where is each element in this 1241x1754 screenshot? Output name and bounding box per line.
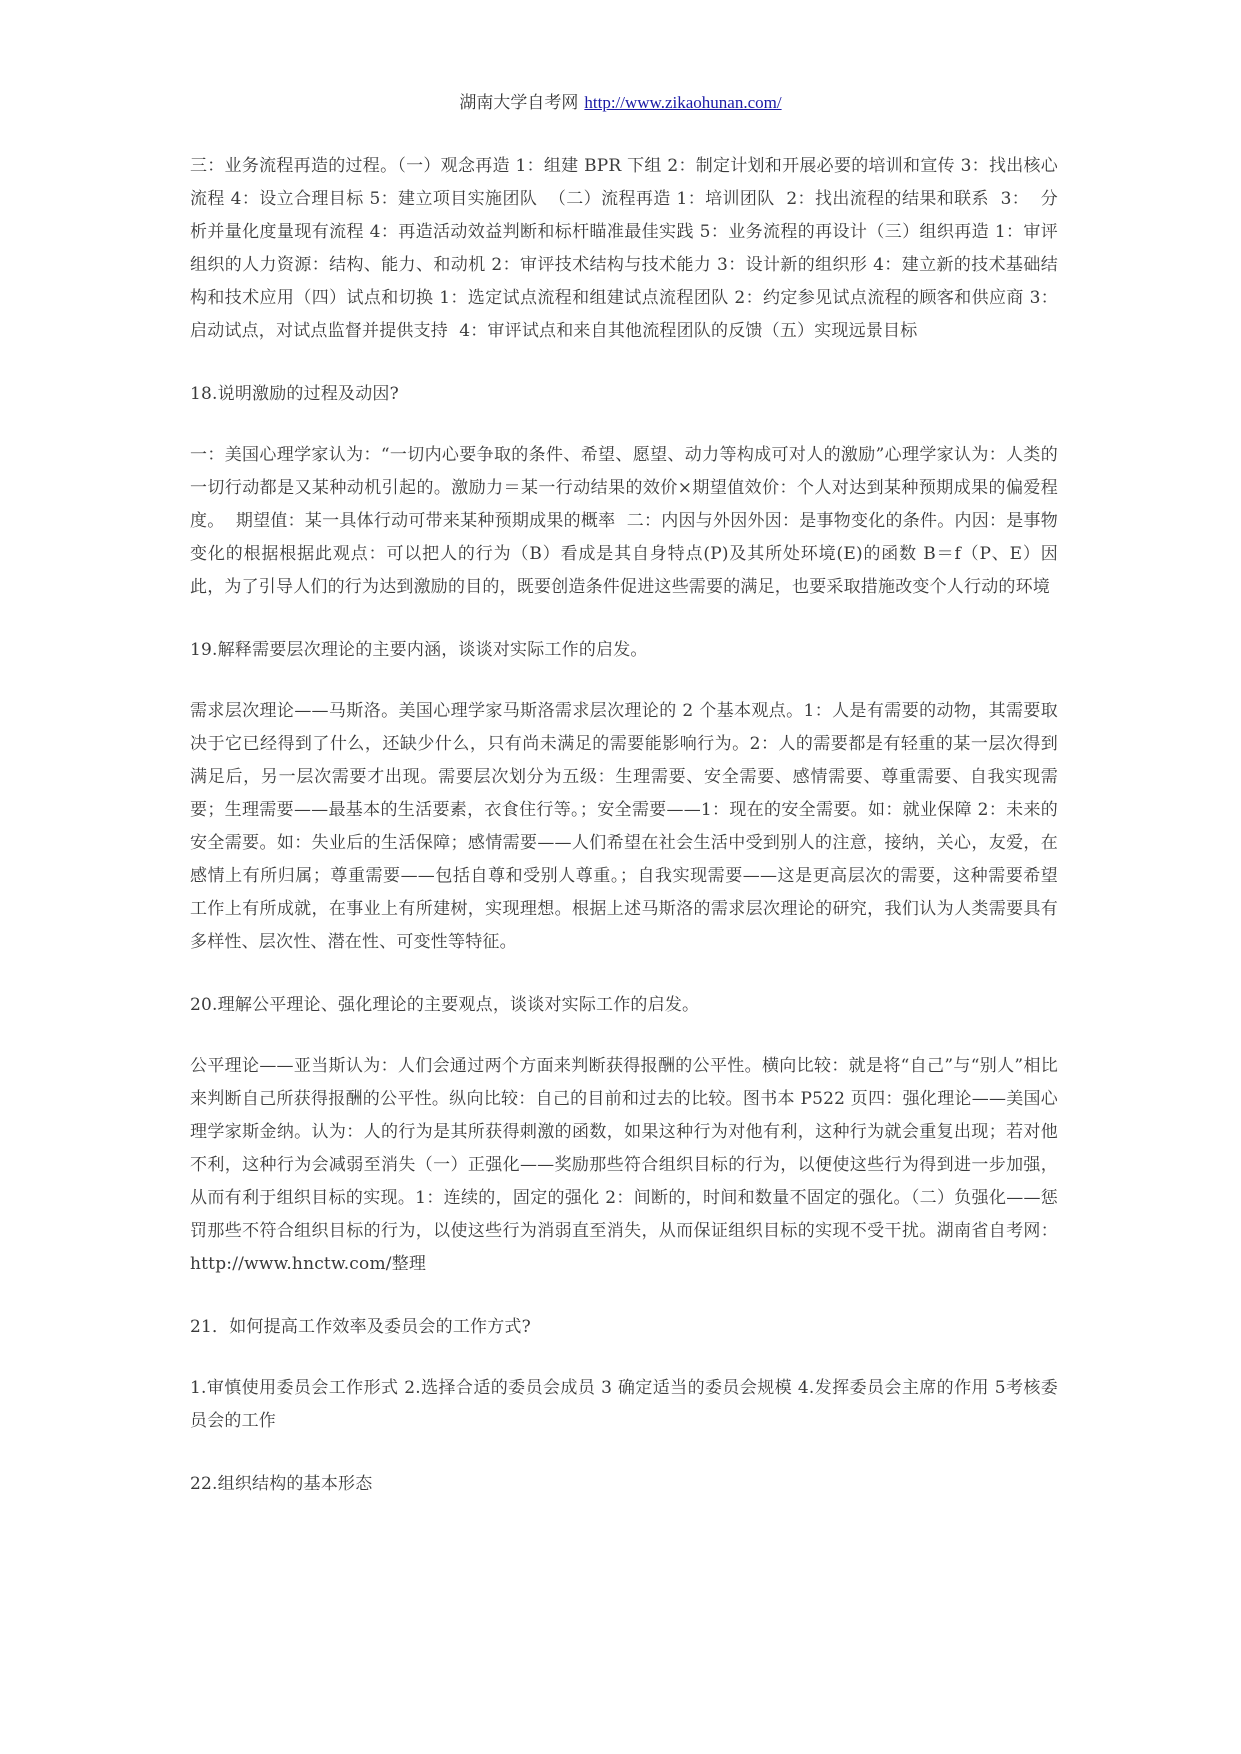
paragraph-bpr-process: 三：业务流程再造的过程。（一）观念再造 1：组建 BPR 下组 2：制定计划和开展必要的培训和宣传 3：找出核心流程 4：设立合理目标 5：建立项目实施团队 （二）流程再造 1：培训团队 2：找出流程的结果和联系 3： 分析并量化度量现有流程 4：再造活动效益判断和标杆瞄准最佳实践 5：业务流程的再设计（三）组织再造 1：审评组织的人力资源：结构、能力、和动机 2：审评技术结构与技术能力 3：设计新的组织形 4：建立新的技术基础结构和技术应用（四）试点和切换 1：选定试点流程和组建试点流程团队 2：约定参见试点流程的顾客和供应商 3：启动试点，对试点监督并提供支持 4：审评试点和来自其他流程团队的反馈（五）实现远景目标 bbox=[190, 156, 1058, 341]
document-body bbox=[190, 150, 1058, 1529]
answer-19-paragraph: 需求层次理论——马斯洛。美国心理学家马斯洛需求层次理论的 2 个基本观点。1：人是有需要的动物，其需要取决于它已经得到了什么，还缺少什么，只有尚未满足的需要能影响行为。2：人的需要都是有轻重的某一层次得到满足后，另一层次需要才出现。需要层次划分为五级：生理需要、安全需要、感情需要、尊重需要、自我实现需要；生理需要——最基本的生活要素，衣食住行等。；安全需要——1：现在的安全需要。如：就业保障 2：未来的安全需要。如：失业后的生活保障；感情需要——人们希望在社会生活中受到别人的注意，接纳，关心，友爱，在感情上有所归属；尊重需要——包括自尊和受别人尊重。；自我实现需要——这是更高层次的需要，这种需要希望工作上有所成就，在事业上有所建树，实现理想。根据上述马斯洛的需求层次理论的研究，我们认为人类需要具有多样性、层次性、潜在性、可变性等特征。 bbox=[190, 701, 1058, 952]
answer-18-paragraph: 一：美国心理学家认为：“一切内心要争取的条件、希望、愿望、动力等构成可对人的激励”心理学家认为：人类的一切行动都是又某种动机引起的。激励力＝某一行动结果的效价×期望值效价：个人对达到某种预期成果的偏爱程度。 期望值：某一具体行动可带来某种预期成果的概率 二：内因与外因外因：是事物变化的条件。内因：是事物变化的根据根据此观点：可以把人的行为（B）看成是其自身特点(P)及其所处环境(E)的函数 B＝f（P、E）因此，为了引导人们的行为达到激励的目的，既要创造条件促进这些需要的满足，也要采取措施改变个人行动的环境 bbox=[190, 445, 1058, 597]
site-url-link[interactable]: http://www.zikaohunan.com/ bbox=[584, 93, 782, 112]
site-name: 湖南大学自考网 bbox=[459, 93, 579, 113]
question-20-heading: 20.理解公平理论、强化理论的主要观点，谈谈对实际工作的启发。 bbox=[190, 995, 700, 1015]
question-19-heading: 19.解释需要层次理论的主要内涵，谈谈对实际工作的启发。 bbox=[190, 640, 648, 660]
page-header bbox=[0, 88, 1241, 113]
answer-21-paragraph: 1.审慎使用委员会工作形式 2.选择合适的委员会成员 3 确定适当的委员会规模 4.发挥委员会主席的作用 5考核委员会的工作 bbox=[190, 1378, 1058, 1431]
question-18-heading: 18.说明激励的过程及动因? bbox=[190, 384, 399, 404]
question-22-heading: 22.组织结构的基本形态 bbox=[190, 1474, 373, 1494]
answer-20-paragraph: 公平理论——亚当斯认为：人们会通过两个方面来判断获得报酬的公平性。横向比较：就是将“自己”与“别人”相比来判断自己所获得报酬的公平性。纵向比较：自己的目前和过去的比较。图书本 P522 页四：强化理论——美国心理学家斯金纳。认为：人的行为是其所获得刺激的函数，如果这种行为对他有利，这种行为就会重复出现；若对他不利，这种行为会减弱至消失（一）正强化——奖励那些符合组织目标的行为，以便使这些行为得到进一步加强，从而有利于组织目标的实现。1：连续的，固定的强化 2：间断的，时间和数量不固定的强化。（二）负强化——惩罚那些不符合组织目标的行为，以使这些行为消弱直至消失，从而保证组织目标的实现不受干扰。湖南省自考网：http://www.hnctw.com/整理 bbox=[190, 1056, 1058, 1274]
question-21-heading: 21．如何提高工作效率及委员会的工作方式? bbox=[190, 1317, 531, 1337]
